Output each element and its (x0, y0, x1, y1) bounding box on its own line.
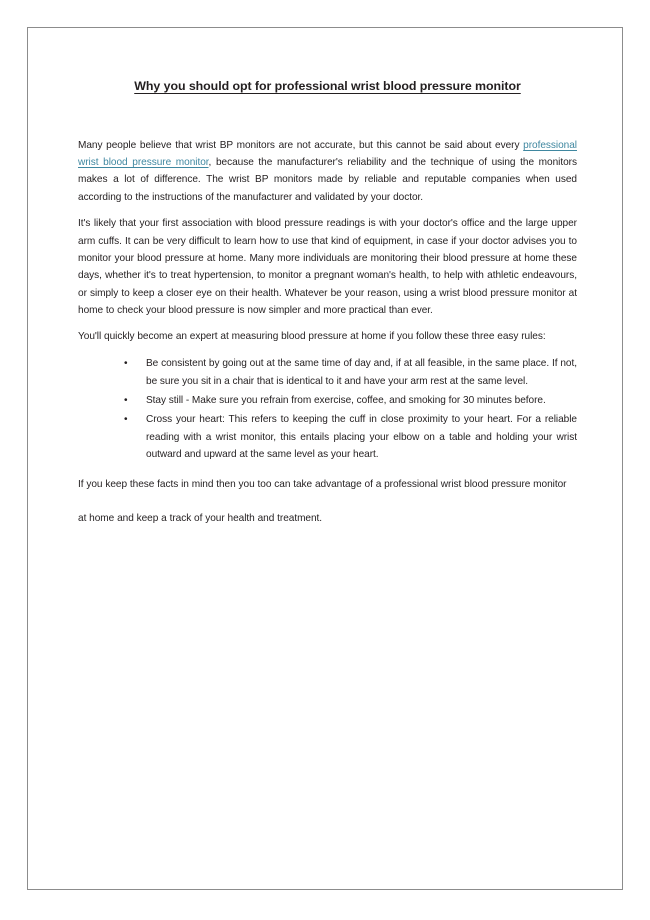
paragraph-doctor-office: It's likely that your first association with blood pressure readings is with your doctor's office and the large upper arm cuffs. It can be very difficult to learn how to use that kind of equipment, in case if your doctor advises you to monitor your blood pressure at home. Many more individuals are monitoring their blood pressure at home these days, whether it's to treat hypertension, to monitor a pregnant woman's health, to help with athletic endeavours, or simply to keep a closer eye on their health. Whatever be your reason, using a wrist blood pressure monitor at home to check your blood pressure is now simpler and more practical than ever. (78, 218, 577, 316)
document-page (27, 27, 623, 890)
paragraph-intro-text-after-link: , because the manufacturer's reliability and the technique of using the monitors makes a lot of difference. The wrist BP monitors made by reliable and reputable companies when used according to the instructions of the manufacturer and validated by your doctor. (78, 157, 577, 203)
paragraph-closing: at home and keep a track of your health and treatment. (78, 512, 323, 524)
bullet-icon: • (124, 357, 128, 369)
list-item (78, 355, 577, 391)
list-item (78, 392, 577, 410)
paragraph-conclusion: If you keep these facts in mind then you too can take advantage of a professional wrist blood pressure monitor (78, 479, 567, 491)
document-body (78, 78, 577, 527)
paragraph-three-rules-intro: You'll quickly become an expert at measuring blood pressure at home if you follow these three easy rules: (78, 331, 546, 343)
paragraph-intro (78, 137, 577, 206)
list-item-text: Be consistent by going out at the same time of day and, if at all feasible, in the same place. If not, be sure you sit in a chair that is identical to it and have your arm rest at the same level. (146, 357, 577, 387)
bullet-icon: • (124, 394, 128, 406)
professional-wrist-monitor-link[interactable]: professional wrist blood pressure monitor (78, 139, 577, 169)
page-title: Why you should opt for professional wrist blood pressure monitor (134, 79, 521, 93)
list-item (78, 411, 577, 465)
list-item-text: Cross your heart: This refers to keeping the cuff in close proximity to your heart. For a reliable reading with a wrist monitor, this entails placing your elbow on a table and holding your wrist outward and upward at the same level as your heart. (146, 413, 577, 461)
rules-bullet-list (78, 355, 577, 465)
paragraph-intro-text-before-link: Many people believe that wrist BP monitors are not accurate, but this cannot be said about every (78, 139, 524, 151)
list-item-text: Stay still - Make sure you refrain from exercise, coffee, and smoking for 30 minutes before. (146, 394, 546, 406)
bullet-icon: • (124, 413, 128, 425)
